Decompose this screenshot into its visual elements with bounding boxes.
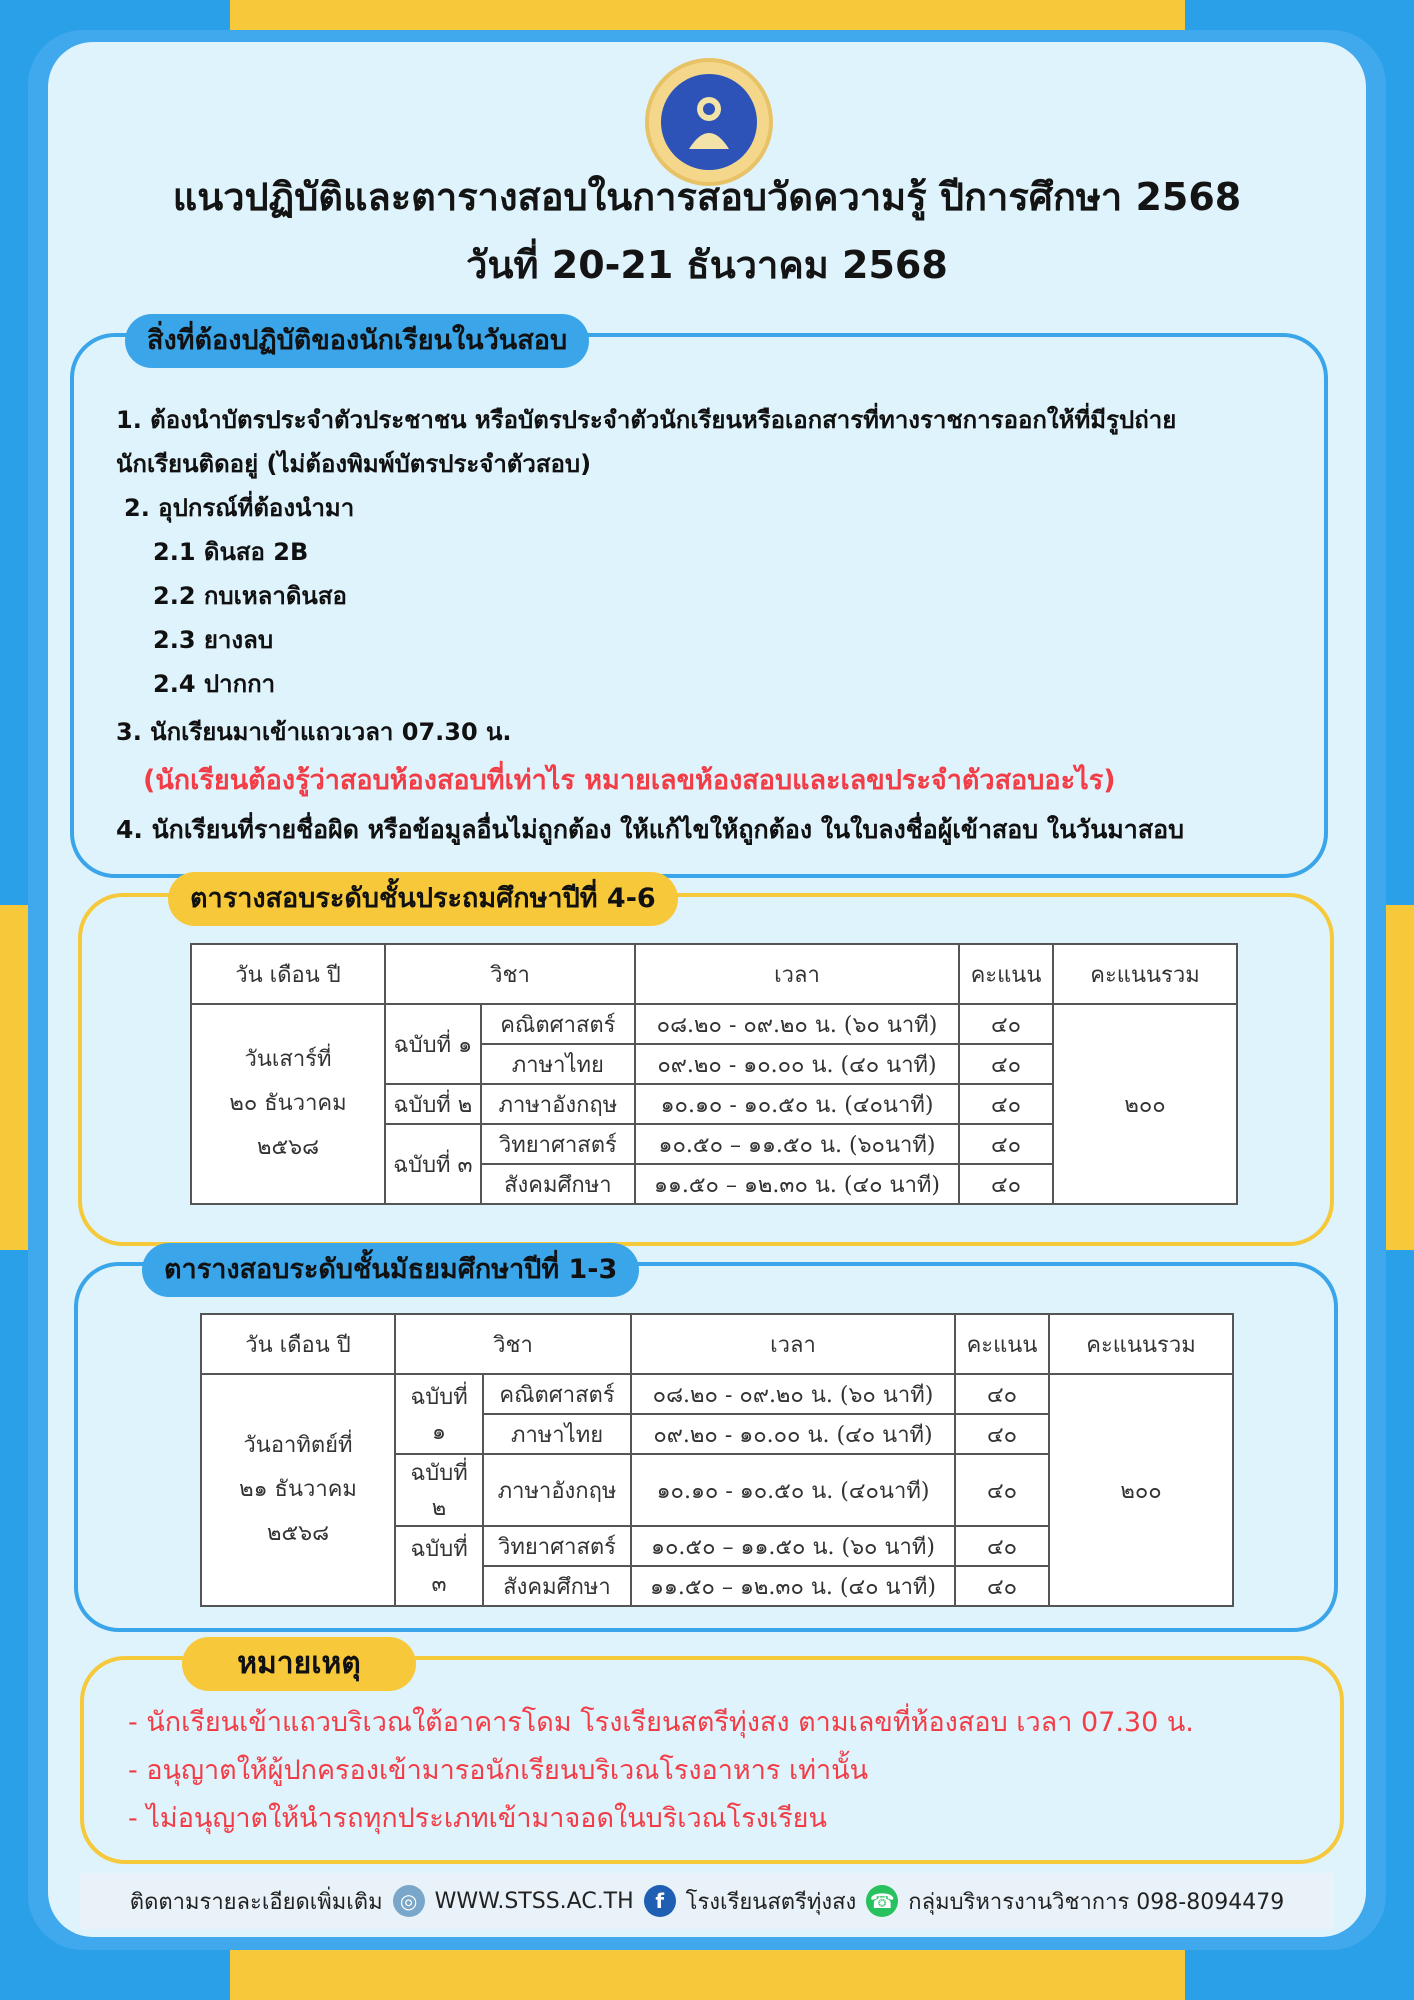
total-score: ๒๐๐ [1049,1374,1233,1606]
subject: คณิตศาสตร์ [483,1374,631,1414]
score: ๔๐ [959,1164,1053,1204]
table-row [191,1004,1237,1044]
page-subtitle-date: วันที่ 20-21 ธันวาคม 2568 [466,243,948,287]
note-line-3: - ไม่อนุญาตให้นำรถทุกประเภทเข้ามาจอดในบริเวณโรงเรียน [128,1803,827,1834]
website-link[interactable]: WWW.STSS.AC.TH [434,1888,634,1914]
requirement-item-2-2: 2.2 กบเหลาดินสอ [153,582,347,610]
subject: วิทยาศาสตร์ [483,1526,631,1566]
primary-schedule-table [190,943,1238,1205]
subject: ภาษาไทย [481,1044,635,1084]
contact-info: กลุ่มบริหารงานวิชาการ 098-8094479 [908,1889,1285,1915]
page-title: แนวปฏิบัติและตารางสอบในการสอบวัดความรู้ ปีการศึกษา 2568 [172,175,1242,219]
exam-date: วันเสาร์ที่ ๒๐ ธันวาคม ๒๕๖๘ [191,1004,385,1204]
globe-icon: ◎ [393,1885,425,1917]
requirement-item-2: 2. อุปกรณ์ที่ต้องนำมา [124,494,355,522]
note-line-2: - อนุญาตให้ผู้ปกครองเข้ามารอนักเรียนบริเวณโรงอาหาร เท่านั้น [128,1755,869,1786]
header-total: คะแนนรวม [1053,944,1237,1004]
seal-figure-icon [674,87,744,157]
time: ๑๐.๑๐ - ๑๐.๕๐ น. (๔๐นาที) [631,1454,955,1526]
header-subject: วิชา [385,944,635,1004]
time: ๐๙.๒๐ - ๑๐.๐๐ น. (๔๐ นาที) [635,1044,959,1084]
header-time: เวลา [635,944,959,1004]
exam-date: วันอาทิตย์ที่ ๒๑ ธันวาคม ๒๕๖๘ [201,1374,395,1606]
time: ๑๑.๕๐ – ๑๒.๓๐ น. (๔๐ นาที) [635,1164,959,1204]
score: ๔๐ [959,1044,1053,1084]
requirement-item-1-line-2: นักเรียนติดอยู่ (ไม่ต้องพิมพ์บัตรประจำตัวสอบ) [116,450,592,478]
paper-label: ฉบับที่ ๑ [385,1004,481,1084]
phone-icon: ☎ [866,1885,898,1917]
footer-bar [80,1873,1334,1929]
header-date: วัน เดือน ปี [201,1314,395,1374]
paper-label: ฉบับที่ ๒ [395,1454,483,1526]
paper-label: ฉบับที่ ๒ [385,1084,481,1124]
requirements-heading: สิ่งที่ต้องปฏิบัติของนักเรียนในวันสอบ [125,314,589,368]
subject: วิทยาศาสตร์ [481,1124,635,1164]
header-time: เวลา [631,1314,955,1374]
primary-schedule-heading: ตารางสอบระดับชั้นประถมศึกษาปีที่ 4-6 [168,872,678,926]
follow-label: ติดตามรายละเอียดเพิ่มเติม [129,1889,383,1915]
score: ๔๐ [955,1526,1049,1566]
time: ๐๘.๒๐ - ๐๙.๒๐ น. (๖๐ นาที) [631,1374,955,1414]
header-total: คะแนนรวม [1049,1314,1233,1374]
header-date: วัน เดือน ปี [191,944,385,1004]
subject: ภาษาไทย [483,1414,631,1454]
requirement-item-3: 3. นักเรียนมาเข้าแถวเวลา 07.30 น. [116,718,512,746]
facebook-icon: f [644,1885,676,1917]
time: ๑๐.๕๐ – ๑๑.๕๐ น. (๖๐นาที) [635,1124,959,1164]
score: ๔๐ [959,1124,1053,1164]
subject: ภาษาอังกฤษ [481,1084,635,1124]
header-subject: วิชา [395,1314,631,1374]
notes-heading: หมายเหตุ [182,1637,416,1691]
score: ๔๐ [955,1454,1049,1526]
paper-label: ฉบับที่ ๓ [395,1526,483,1606]
header-score: คะแนน [959,944,1053,1004]
total-score: ๒๐๐ [1053,1004,1237,1204]
score: ๔๐ [959,1004,1053,1044]
time: ๐๙.๒๐ - ๑๐.๐๐ น. (๔๐ นาที) [631,1414,955,1454]
header-score: คะแนน [955,1314,1049,1374]
score: ๔๐ [955,1566,1049,1606]
requirement-item-3-note: (นักเรียนต้องรู้ว่าสอบห้องสอบที่เท่าไร หมายเลขห้องสอบและเลขประจำตัวสอบอะไร) [143,765,1116,796]
subject: สังคมศึกษา [481,1164,635,1204]
table-row [201,1374,1233,1414]
subject: สังคมศึกษา [483,1566,631,1606]
secondary-schedule-table [200,1313,1234,1607]
paper-label: ฉบับที่ ๓ [385,1124,481,1204]
time: ๑๐.๑๐ - ๑๐.๕๐ น. (๔๐นาที) [635,1084,959,1124]
score: ๔๐ [959,1084,1053,1124]
paper-label: ฉบับที่ ๑ [395,1374,483,1454]
secondary-schedule-heading: ตารางสอบระดับชั้นมัธยมศึกษาปีที่ 1-3 [142,1243,639,1297]
time: ๑๑.๕๐ – ๑๒.๓๐ น. (๔๐ นาที) [631,1566,955,1606]
requirement-item-1-line-1: 1. ต้องนำบัตรประจำตัวประชาชน หรือบัตรประจำตัวนักเรียนหรือเอกสารที่ทางราชการออกให้ที่มีรูปถ่าย [116,406,1177,434]
requirement-item-2-3: 2.3 ยางลบ [153,626,274,654]
requirement-item-2-1: 2.1 ดินสอ 2B [153,538,309,566]
subject: ภาษาอังกฤษ [483,1454,631,1526]
facebook-link[interactable]: โรงเรียนสตรีทุ่งสง [685,1889,857,1915]
score: ๔๐ [955,1414,1049,1454]
time: ๐๘.๒๐ - ๐๙.๒๐ น. (๖๐ นาที) [635,1004,959,1044]
score: ๔๐ [955,1374,1049,1414]
requirement-item-4: 4. นักเรียนที่รายชื่อผิด หรือข้อมูลอื่นไม่ถูกต้อง ให้แก้ไขให้ถูกต้อง ในใบลงชื่อผู้เข้าสอบ ในวันมาสอบ [116,815,1184,844]
requirement-item-2-4: 2.4 ปากกา [153,670,276,698]
note-line-1: - นักเรียนเข้าแถวบริเวณใต้อาคารโดม โรงเรียนสตรีทุ่งสง ตามเลขที่ห้องสอบ เวลา 07.30 น. [128,1707,1194,1738]
time: ๑๐.๕๐ – ๑๑.๕๐ น. (๖๐ นาที) [631,1526,955,1566]
subject: คณิตศาสตร์ [481,1004,635,1044]
